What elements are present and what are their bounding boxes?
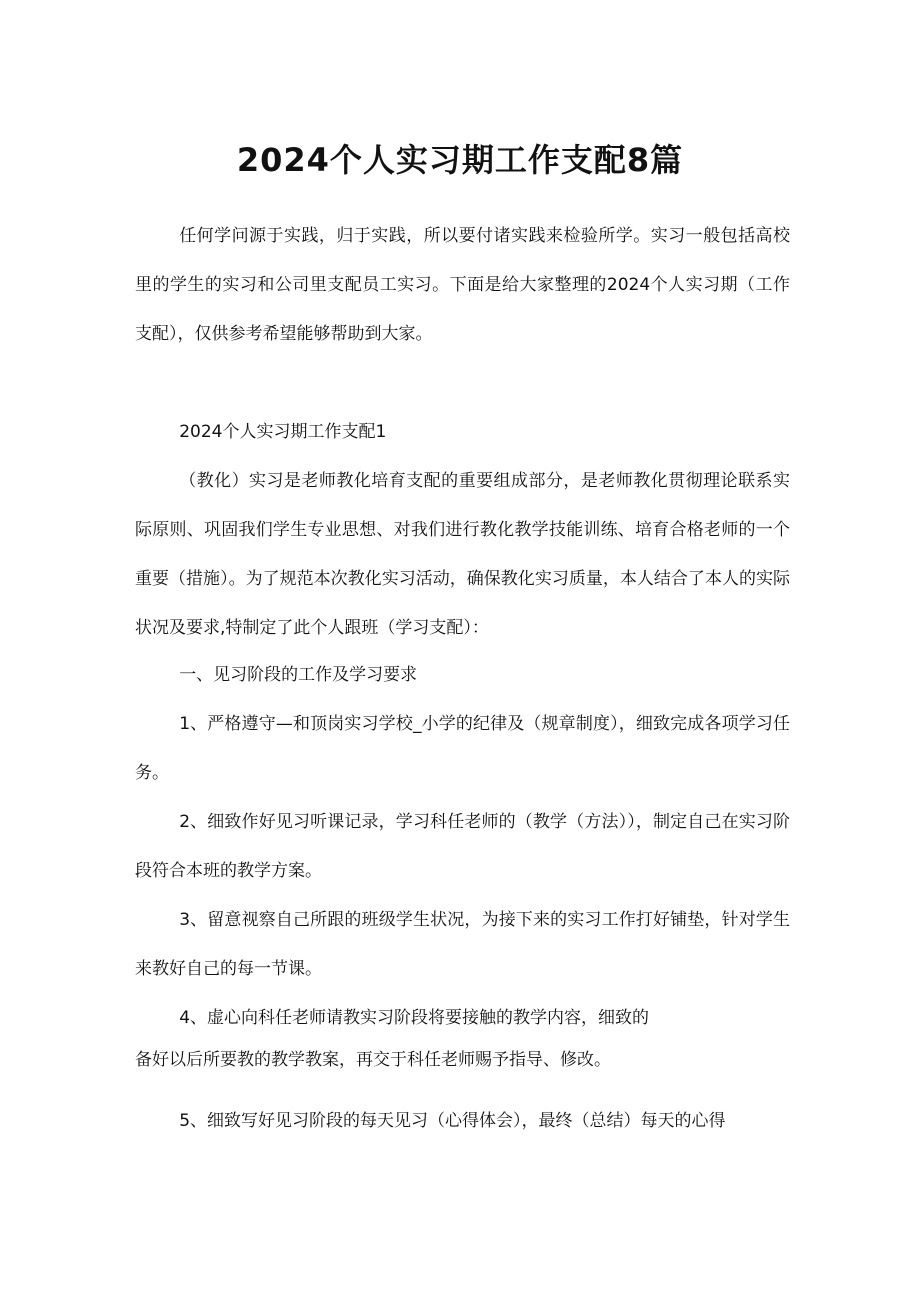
list-item-3: 3、留意视察自己所跟的班级学生状况，为接下来的实习工作打好铺垫，针对学生来教好自己的每一节课。 — [135, 910, 790, 979]
list-item-2: 2、细致作好见习听课记录，学习科任老师的（教学（方法）），制定自己在实习阶段符合本班的教学方案。 — [135, 812, 790, 881]
list-item-5: 5、细致写好见习阶段的每天见习（心得体会），最终（总结）每天的心得 — [179, 1111, 726, 1131]
list-item-1: 1、严格遵守—和顶岗实习学校_小学的纪律及（规章制度），细致完成各项学习任务。 — [135, 714, 790, 783]
list-item-4-line-1: 4、虚心向科任老师请教实习阶段将要接触的教学内容，细致的 — [179, 1008, 650, 1028]
subheading-1: 一、见习阶段的工作及学习要求 — [179, 665, 418, 685]
paragraph-1: （教化）实习是老师教化培育支配的重要组成部分，是老师教化贯彻理论联系实际原则、巩固我们学生专业思想、对我们进行教化教学技能训练、培育合格老师的一个重要（措施）。为了规范本次教化实习活动，确保教化实习质量，本人结合了本人的实际状况及要求,特制定了此个人跟班（学习支配）： — [135, 471, 790, 638]
document-title: 2024个人实习期工作支配8篇 — [236, 141, 684, 179]
section-heading: 2024个人实习期工作支配1 — [179, 422, 387, 442]
list-item-4-line-2: 备好以后所要教的教学教案，再交于科任老师赐予指导、修改。 — [135, 1050, 611, 1070]
intro-paragraph: 任何学问源于实践，归于实践，所以要付诸实践来检验所学。实习一般包括高校里的学生的实习和公司里支配员工实习。下面是给大家整理的2024个人实习期（工作支配），仅供参考希望能够帮助到大家。 — [135, 226, 790, 344]
